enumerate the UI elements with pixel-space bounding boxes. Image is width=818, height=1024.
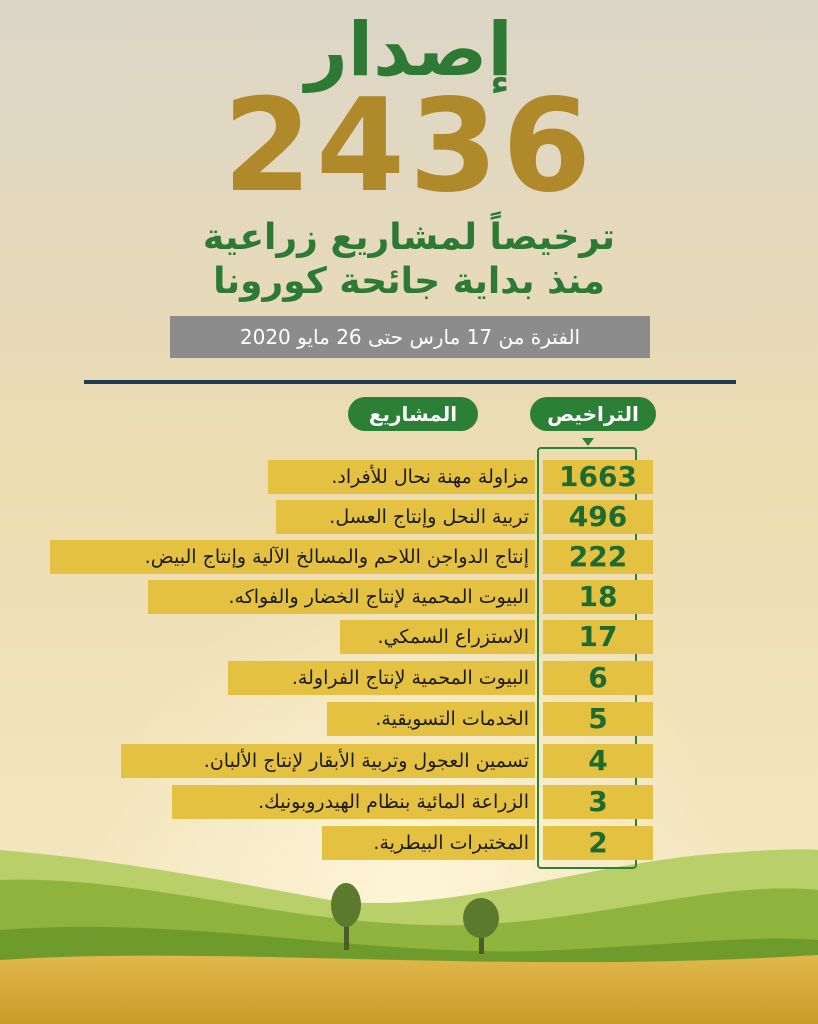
license-count: 4 (543, 744, 653, 778)
issue-word: إصدار (305, 7, 513, 93)
project-name: تسمين العجول وتربية الأبقار لإنتاج الألبان. (121, 744, 535, 778)
project-name: مزاولة مهنة نحال للأفراد. (268, 460, 535, 494)
license-count: 17 (543, 620, 653, 654)
license-count: 1663 (543, 460, 653, 494)
project-name: تربية النحل وإنتاج العسل. (276, 500, 535, 534)
period-banner: الفترة من 17 مارس حتى 26 مايو 2020 (170, 316, 650, 358)
projects-column-header: المشاريع (348, 397, 478, 431)
license-count: 18 (543, 580, 653, 614)
project-name: المختبرات البيطرية. (322, 826, 535, 860)
project-name: إنتاج الدواجن اللاحم والمسالخ الآلية وإنتاج البيض. (50, 540, 535, 574)
license-count: 2 (543, 826, 653, 860)
subtitle-line-1: ترخيصاً لمشاريع زراعية (202, 217, 616, 258)
project-name: الزراعة المائية بنظام الهيدروبونيك. (172, 785, 535, 819)
license-count: 3 (543, 785, 653, 819)
licenses-pointer-icon (582, 438, 594, 446)
license-count: 5 (543, 702, 653, 736)
divider (84, 380, 736, 384)
licenses-column-header: التراخيص (530, 397, 656, 431)
project-name: البيوت المحمية لإنتاج الفراولة. (228, 661, 535, 695)
license-count: 496 (543, 500, 653, 534)
subtitle-line-2: منذ بداية جائحة كورونا (213, 261, 605, 302)
project-name: الخدمات التسويقية. (327, 702, 535, 736)
total-licenses: 2436 (222, 72, 596, 221)
license-count: 6 (543, 661, 653, 695)
project-name: البيوت المحمية لإنتاج الخضار والفواكه. (148, 580, 535, 614)
project-name: الاستزراع السمكي. (340, 620, 535, 654)
license-count: 222 (543, 540, 653, 574)
